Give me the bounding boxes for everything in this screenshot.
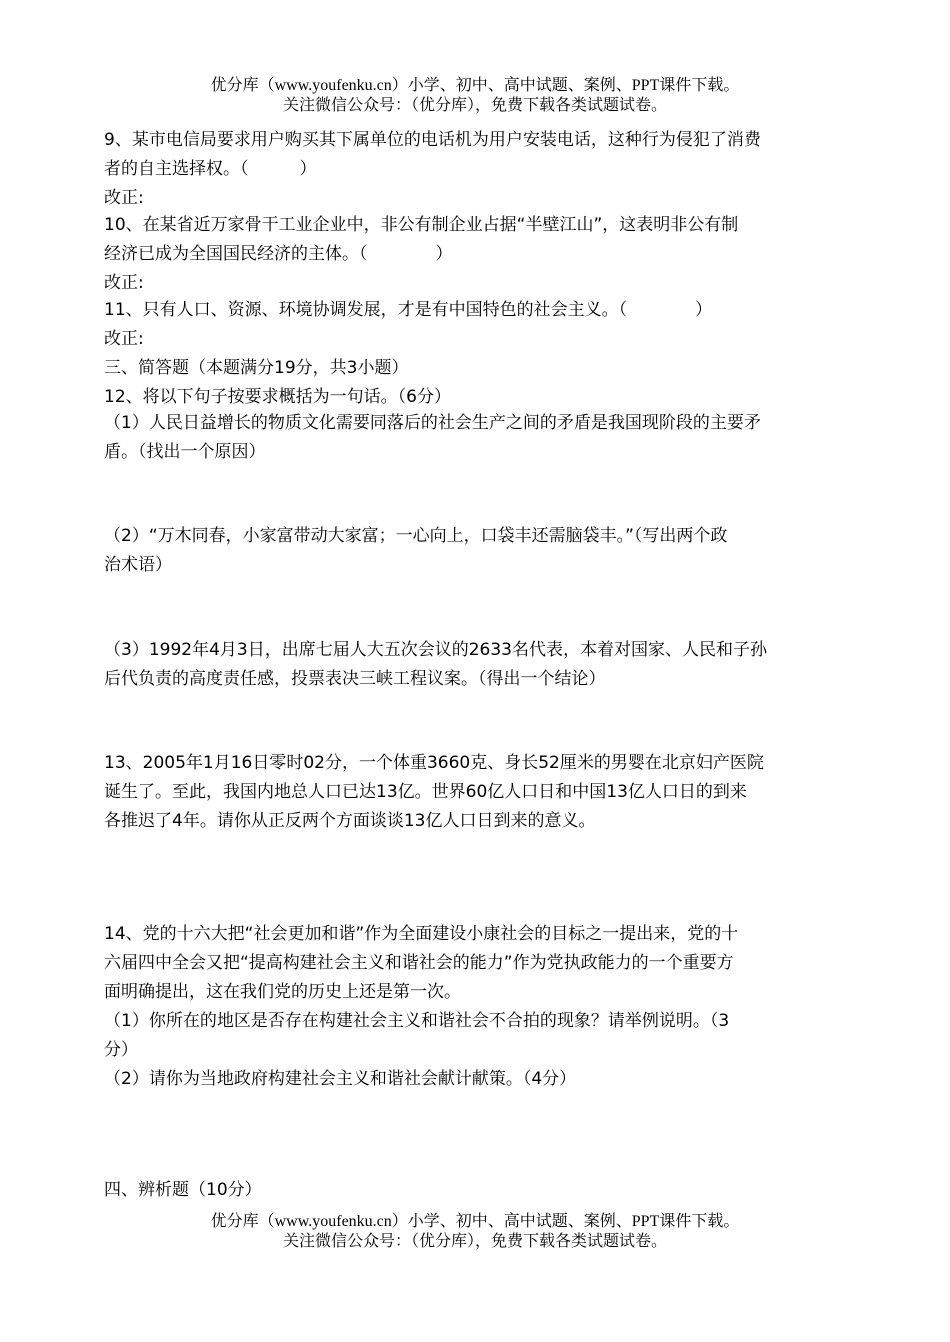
question-11	[104, 296, 848, 412]
question-9	[104, 126, 848, 213]
question-12-part-3-line-1: （3）1992年4月3日，出席七届人大五次会议的2633名代表，本着对国家、人民和子孙	[104, 640, 767, 660]
question-14-part-1-line-1: （1）你所在的地区是否存在构建社会主义和谐社会不合拍的现象？请举例说明。（3	[104, 1011, 730, 1031]
question-13-line-1: 13、2005年1月16日零时02分，一个体重3660克、身长52厘米的男婴在北京妇产医院	[104, 753, 764, 773]
footer-line-2: 关注微信公众号：（优分库），免费下载各类试题试卷。	[282, 1233, 667, 1250]
question-10-line-2: 经济已成为全国国民经济的主体。（ ）	[104, 244, 453, 264]
question-12-stem: 12、将以下句子按要求概括为一句话。（6分）	[104, 387, 451, 407]
page-header	[0, 76, 950, 116]
correction-label-1: 改正:	[104, 188, 144, 208]
correction-label-3: 改正:	[104, 329, 144, 349]
section-4	[104, 1176, 848, 1205]
question-13-line-2: 诞生了。至此，我国内地总人口已达13亿。世界60亿人口日和中国13亿人口日的到来	[104, 782, 747, 802]
question-14-line-3: 面明确提出，这在我们党的历史上还是第一次。	[104, 982, 461, 1002]
footer-line-1: 优分库（www.youfenku.cn）小学、初中、高中试题、案例、PPT课件下载。	[210, 1213, 740, 1230]
question-12-part-3	[104, 636, 848, 694]
question-14-part-2: （2）请你为当地政府构建社会主义和谐社会献计献策。（4分）	[104, 1069, 577, 1089]
question-14-part-1-line-2: 分）	[104, 1040, 138, 1060]
question-11-line-1: 11、只有人口、资源、环境协调发展，才是有中国特色的社会主义。（ ）	[104, 300, 713, 320]
page-footer	[0, 1212, 950, 1252]
section-3-heading: 三、简答题（本题满分19分，共3小题）	[104, 358, 409, 378]
question-12-part-2-line-1: （2）“万木同春，小家富带动大家富；一心向上，口袋丰还需脑袋丰。”（写出两个政	[104, 526, 728, 546]
header-line-2: 关注微信公众号：（优分库），免费下载各类试题试卷。	[282, 97, 667, 114]
question-13	[104, 749, 848, 836]
question-10-line-1: 10、在某省近万家骨干工业企业中，非公有制企业占据“半壁江山”，这表明非公有制	[104, 215, 739, 235]
question-12-part-1	[104, 409, 848, 467]
question-14	[104, 920, 848, 1094]
question-13-line-3: 各推迟了4年。请你从正反两个方面谈谈13亿人口日到来的意义。	[104, 811, 596, 831]
question-9-line-2: 者的自主选择权。（ ）	[104, 159, 317, 179]
question-9-line-1: 9、某市电信局要求用户购买其下属单位的电话机为用户安装电话，这种行为侵犯了消费	[104, 130, 761, 150]
question-12-part-1-line-2: 盾。（找出一个原因）	[104, 442, 266, 462]
question-12-part-2	[104, 522, 848, 580]
section-4-heading: 四、辨析题（10分）	[104, 1180, 262, 1200]
question-10	[104, 211, 848, 298]
question-12-part-2-line-2: 治术语）	[104, 555, 172, 575]
question-14-line-1: 14、党的十六大把“社会更加和谐”作为全面建设小康社会的目标之一提出来，党的十	[104, 924, 739, 944]
question-14-line-2: 六届四中全会又把“提高构建社会主义和谐社会的能力”作为党执政能力的一个重要方	[104, 953, 734, 973]
header-line-1: 优分库（www.youfenku.cn）小学、初中、高中试题、案例、PPT课件下载。	[210, 77, 740, 94]
question-12-part-1-line-1: （1）人民日益增长的物质文化需要同落后的社会生产之间的矛盾是我国现阶段的主要矛	[104, 413, 761, 433]
question-12-part-3-line-2: 后代负责的高度责任感，投票表决三峡工程议案。（得出一个结论）	[104, 669, 606, 689]
correction-label-2: 改正:	[104, 273, 144, 293]
